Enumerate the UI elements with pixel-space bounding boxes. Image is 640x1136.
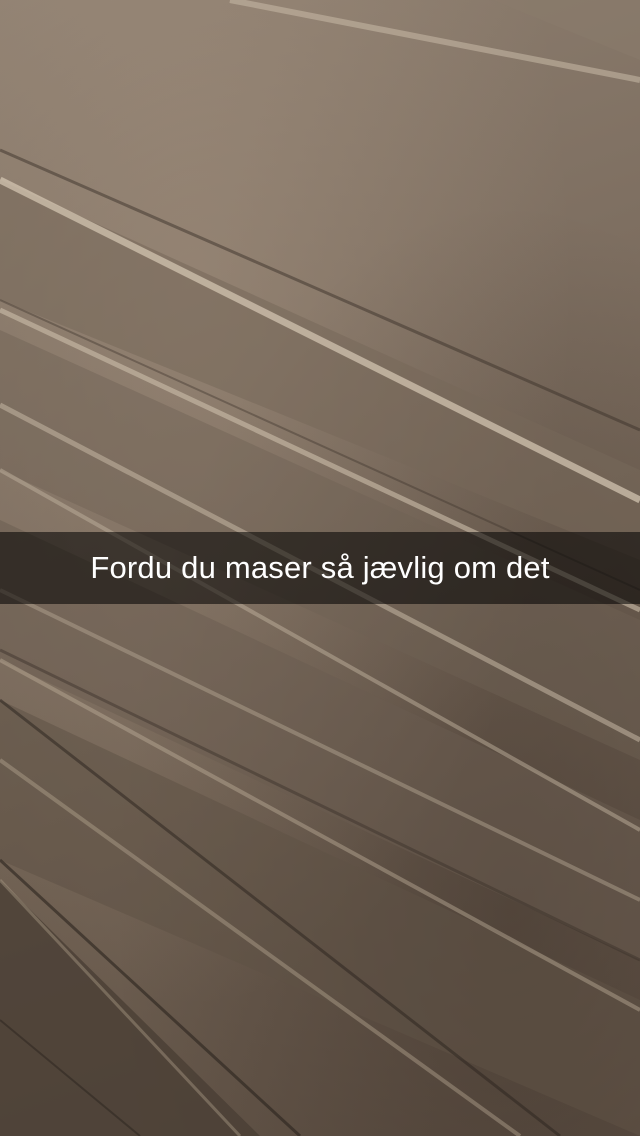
caption-text: Fordu du maser så jævlig om det [90,550,550,585]
caption-bar[interactable] [0,532,640,604]
